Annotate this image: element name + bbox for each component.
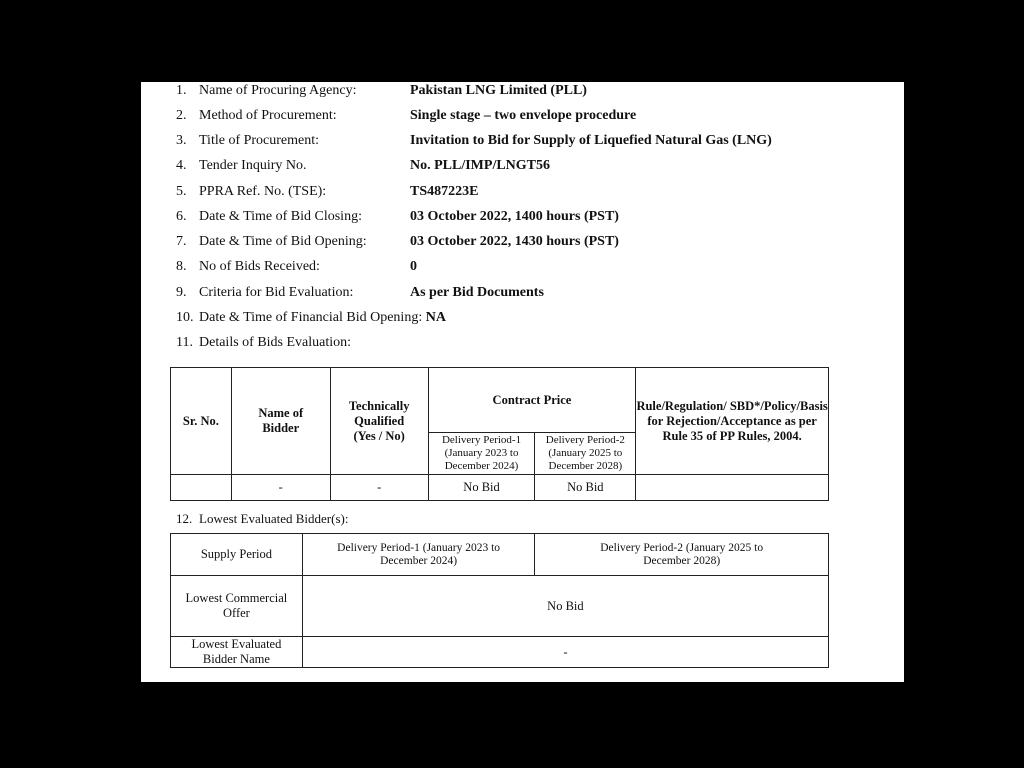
bids-evaluation-table	[170, 367, 829, 501]
item-label: Method of Procurement:	[199, 108, 337, 123]
item-label: Date & Time of Bid Closing:	[199, 209, 362, 224]
item-label: Date & Time of Bid Opening:	[199, 234, 367, 249]
item-value: No. PLL/IMP/LNGT56	[410, 158, 551, 173]
item-label: Title of Procurement:	[199, 133, 320, 148]
item-label: Criteria for Bid Evaluation:	[199, 285, 354, 300]
header-delivery-period-1: Delivery Period-1 (January 2023 to December 2024)	[428, 433, 535, 475]
item-value: 03 October 2022, 1430 hours (PST)	[410, 234, 619, 249]
cell-rule-basis	[636, 475, 829, 501]
delivery-period-1-header: Delivery Period-1 (January 2023 to December 2024)	[302, 534, 535, 576]
item-value: NA	[425, 310, 446, 325]
header-sr-no: Sr. No.	[171, 368, 232, 475]
item-value: 03 October 2022, 1400 hours (PST)	[410, 209, 619, 224]
item-label: No of Bids Received:	[199, 259, 320, 274]
item-value: Pakistan LNG Limited (PLL)	[410, 83, 587, 98]
delivery-period-2-header: Delivery Period-2 (January 2025 to December 2028)	[535, 534, 829, 576]
header-technically-qualified: Technically Qualified (Yes / No)	[330, 368, 428, 475]
header-bidder-name: Name of Bidder	[231, 368, 330, 475]
lowest-bidder-name-value: -	[302, 637, 828, 668]
cell-sr-no	[171, 475, 232, 501]
header-delivery-period-2: Delivery Period-2 (January 2025 to December 2028)	[535, 433, 636, 475]
item-value: TS487223E	[410, 184, 479, 199]
item-label: Lowest Evaluated Bidder(s):	[199, 511, 349, 526]
cell-period-2: No Bid	[535, 475, 636, 501]
item-label: Date & Time of Financial Bid Opening:	[199, 310, 423, 325]
item-value: As per Bid Documents	[410, 285, 544, 300]
lowest-commercial-offer-label: Lowest Commercial Offer	[171, 576, 303, 637]
cell-period-1: No Bid	[428, 475, 535, 501]
cell-bidder-name: -	[231, 475, 330, 501]
item-label: PPRA Ref. No. (TSE):	[199, 184, 327, 199]
lowest-commercial-offer-value: No Bid	[302, 576, 828, 637]
table-row	[171, 475, 829, 501]
lowest-bidder-name-label: Lowest Evaluated Bidder Name	[171, 637, 303, 668]
lowest-evaluated-bidder-table	[170, 533, 829, 668]
item-value: Invitation to Bid for Supply of Liquefied Natural Gas (LNG)	[410, 133, 772, 148]
item-label: Tender Inquiry No.	[199, 158, 307, 173]
cell-technically-qualified: -	[330, 475, 428, 501]
item-label: Details of Bids Evaluation:	[199, 335, 352, 350]
item-value: Single stage – two envelope procedure	[410, 108, 637, 123]
header-rule-basis: Rule/Regulation/ SBD*/Policy/Basis for Rejection/Acceptance as per Rule 35 of PP Rules, 2004.	[636, 368, 829, 475]
item-label: Name of Procuring Agency:	[199, 83, 357, 98]
header-contract-price: Contract Price	[428, 368, 636, 433]
supply-period-label: Supply Period	[171, 534, 303, 576]
item-value: 0	[410, 259, 417, 274]
